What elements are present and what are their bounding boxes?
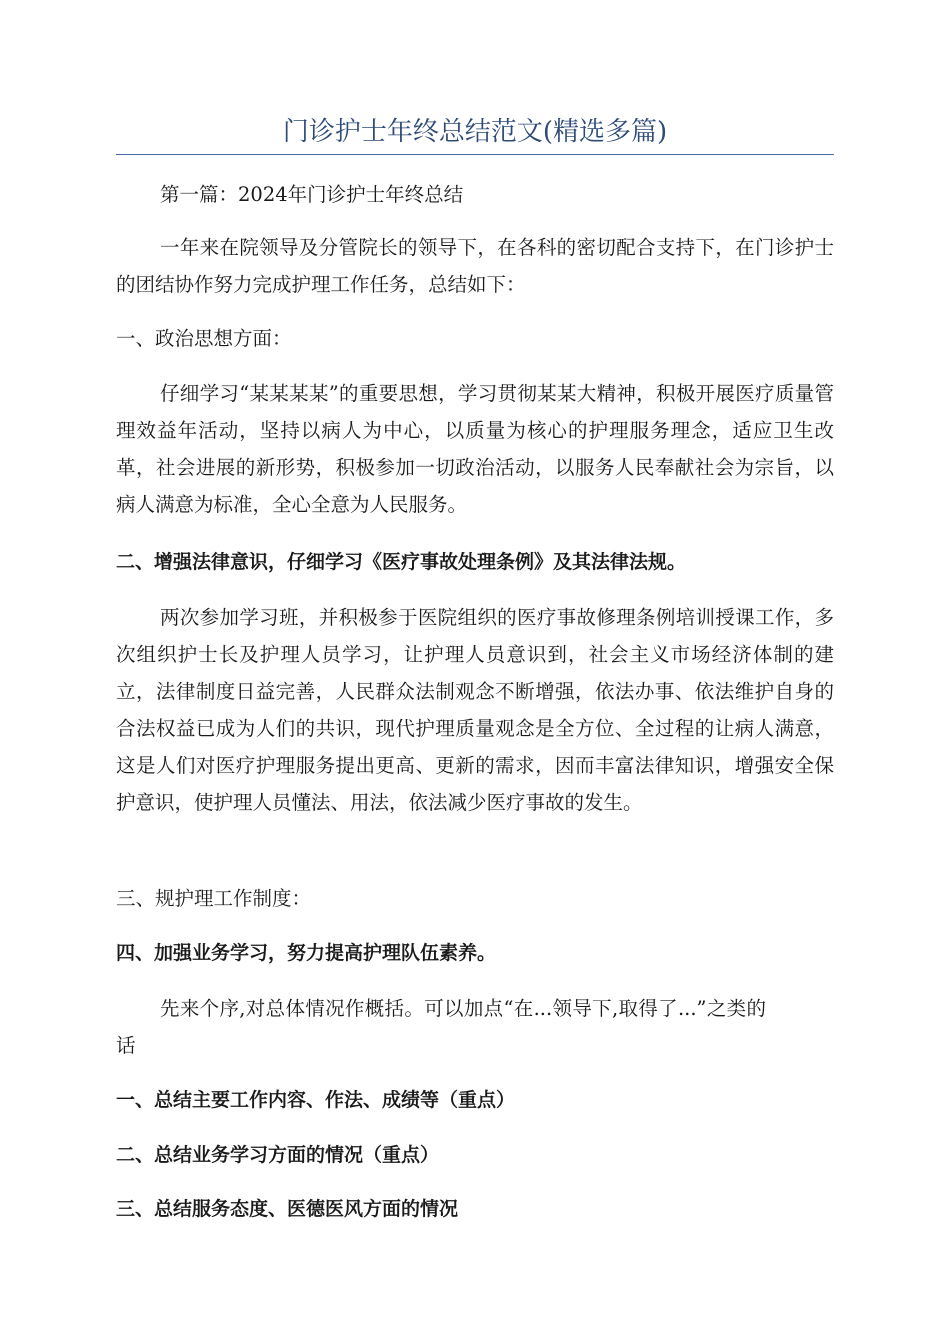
section-heading-2: 二、增强法律意识，仔细学习《医疗事故处理条例》及其法律法规。 [116,551,687,573]
paragraph-intro: 一年来在院领导及分管院长的领导下，在各科的密切配合支持下，在门诊护士的团结协作努力完成护理工作任务，总结如下： [116,236,834,296]
summary-item-1: 一、总结主要工作内容、作法、成绩等（重点） [116,1089,516,1111]
document-title: 门诊护士年终总结范文(精选多篇) [282,117,668,147]
summary-item-3: 三、总结服务态度、医德医风方面的情况 [116,1198,459,1220]
summary-item-2: 二、总结业务学习方面的情况（重点） [116,1144,440,1166]
section-heading-4: 四、加强业务学习，努力提高护理队伍素养。 [116,942,497,964]
paragraph-law: 两次参加学习班，并积极参于医院组织的医疗事故修理条例培训授课工作，多次组织护士长及护理人员学习，让护理人员意识到，社会主义市场经济体制的建立，法律制度日益完善，人民群众法制观念不断增强，依法办事、依法维护自身的合法权益已成为人们的共识，现代护理质量观念是全方位、全过程的让病人满意，这是人们对医疗护理服务提出更高、更新的需求，因而丰富法律知识，增强安全保护意识，使护理人员懂法、用法，依法减少医疗事故的发生。 [116,606,834,814]
paragraph-preface-note: 先来个序,对总体情况作概括。可以加点“在...领导下,取得了...”之类的话 [116,997,766,1057]
section-heading-3: 三、规护理工作制度： [116,887,312,910]
section-heading-1: 一、政治思想方面： [116,327,292,350]
title-underline [116,154,834,155]
paragraph-chapter-heading: 第一篇：2024年门诊护士年终总结 [160,183,464,206]
paragraph-politics: 仔细学习“某某某某”的重要思想，学习贯彻某某大精神，积极开展医疗质量管理效益年活动，坚持以病人为中心，以质量为核心的护理服务理念，适应卫生改革，社会进展的新形势，积极参加一切政治活动，以服务人民奉献社会为宗旨，以病人满意为标准，全心全意为人民服务。 [116,382,834,516]
